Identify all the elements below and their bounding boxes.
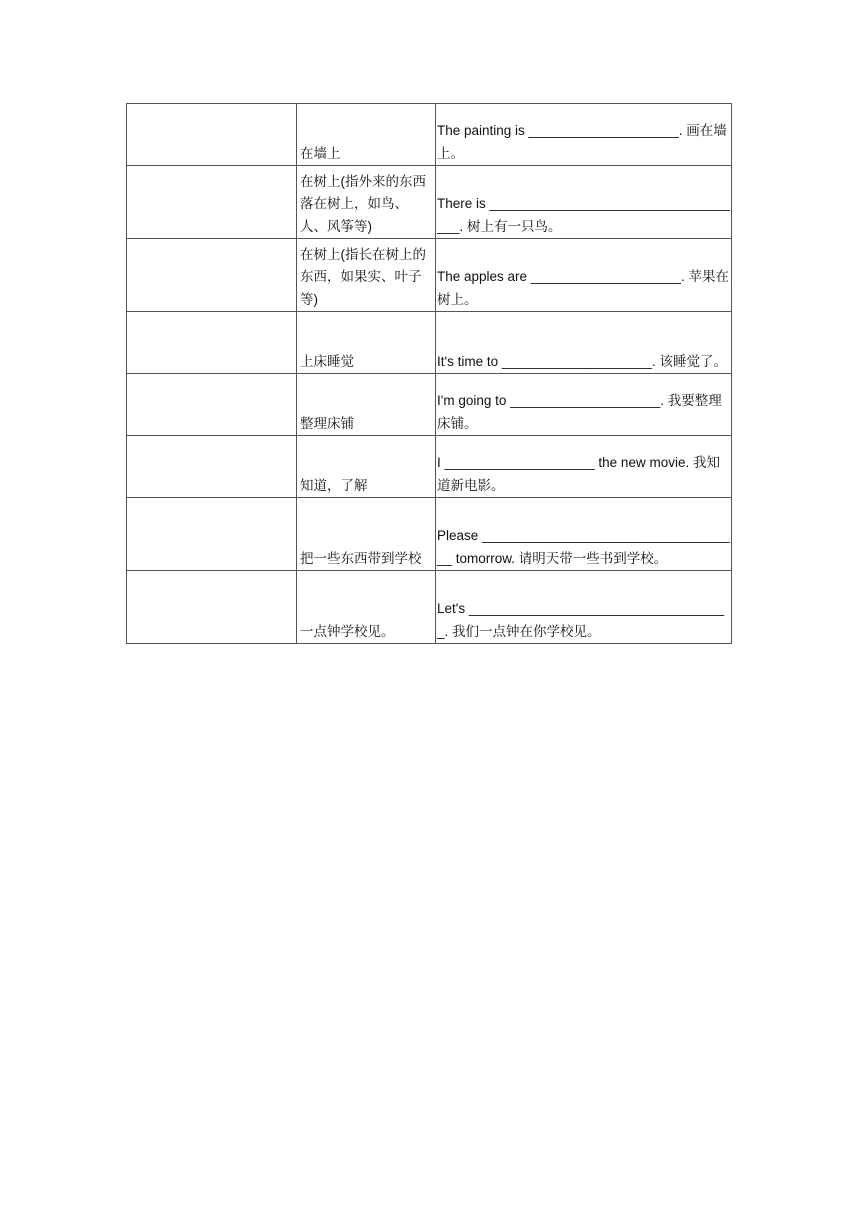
meaning-cell: 上床睡觉 <box>297 312 436 374</box>
table-row <box>127 436 732 498</box>
meaning-cell: 在树上(指外来的东西落在树上，如鸟、人、风筝等) <box>297 166 436 239</box>
example-cell: There is ___________________________________. 树上有一只鸟。 <box>436 166 732 239</box>
meaning-cell: 整理床铺 <box>297 374 436 436</box>
exercise-table <box>126 103 732 644</box>
example-cell: I'm going to ____________________. 我要整理床铺。 <box>436 374 732 436</box>
example-cell: Please ___________________________________ tomorrow. 请明天带一些书到学校。 <box>436 498 732 571</box>
meaning-cell: 在墙上 <box>297 104 436 166</box>
answer-cell[interactable] <box>127 104 297 166</box>
example-cell: It's time to ____________________. 该睡觉了。 <box>436 312 732 374</box>
answer-cell[interactable] <box>127 166 297 239</box>
answer-cell[interactable] <box>127 374 297 436</box>
table-row <box>127 312 732 374</box>
table-row <box>127 166 732 239</box>
meaning-cell: 知道，了解 <box>297 436 436 498</box>
meaning-cell: 在树上(指长在树上的东西，如果实、叶子等) <box>297 239 436 312</box>
table-row <box>127 374 732 436</box>
answer-cell[interactable] <box>127 498 297 571</box>
table-row <box>127 571 732 644</box>
example-cell: I ____________________ the new movie. 我知道新电影。 <box>436 436 732 498</box>
answer-cell[interactable] <box>127 436 297 498</box>
answer-cell[interactable] <box>127 312 297 374</box>
meaning-cell: 把一些东西带到学校 <box>297 498 436 571</box>
meaning-cell: 一点钟学校见。 <box>297 571 436 644</box>
example-cell: The painting is ____________________. 画在墙上。 <box>436 104 732 166</box>
table-row <box>127 239 732 312</box>
example-cell: The apples are ____________________. 苹果在树上。 <box>436 239 732 312</box>
example-cell: Let's ___________________________________. 我们一点钟在你学校见。 <box>436 571 732 644</box>
table-row <box>127 104 732 166</box>
answer-cell[interactable] <box>127 571 297 644</box>
table-row <box>127 498 732 571</box>
answer-cell[interactable] <box>127 239 297 312</box>
